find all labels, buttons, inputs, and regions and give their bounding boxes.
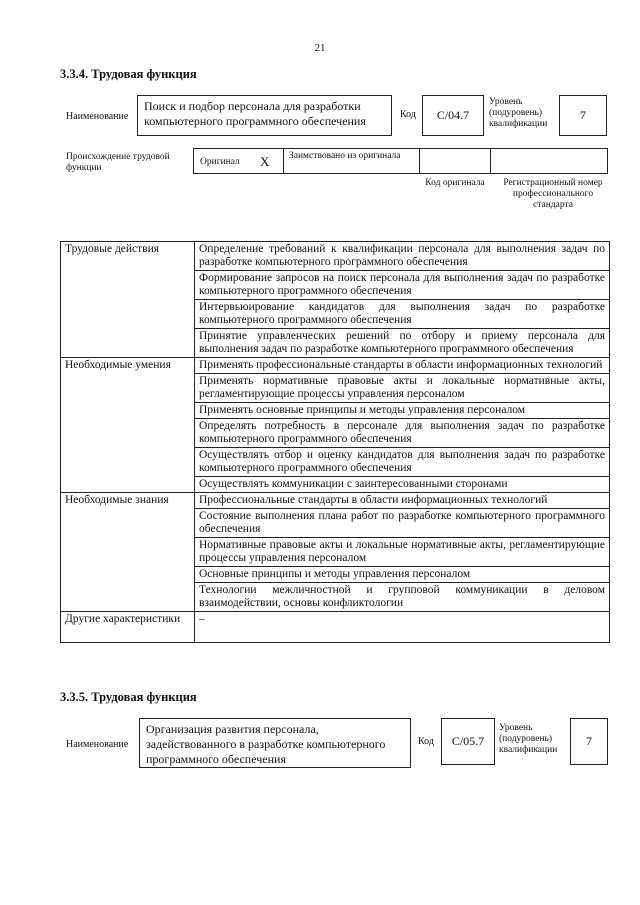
other-label: Другие характеристики	[61, 612, 195, 643]
labor-function-table	[60, 241, 610, 643]
table-row	[61, 612, 610, 643]
reg-number-caption: Регистрационный номер профессионального стандарта	[503, 178, 603, 210]
origin-label: Происхождение трудовой функции	[66, 152, 170, 173]
page-number: 21	[314, 42, 326, 54]
original-label: Оригинал	[200, 157, 240, 167]
knowledge-item: Основные принципы и методы управления персоналом	[195, 567, 610, 583]
level-label: Уровень (подуровень) квалификации	[489, 97, 548, 129]
code-label: Код	[400, 109, 416, 120]
knowledge-item: Профессиональные стандарты в области информационных технологий	[195, 493, 610, 509]
borrowed-label: Заимствовано из оригинала	[289, 151, 401, 161]
level-value-box: 7	[559, 95, 607, 136]
divider	[283, 149, 284, 173]
level-value-box: 7	[570, 718, 608, 765]
labor-action-item: Определение требований к квалификации персонала для выполнения задач по разработке компьютерного программного обеспечения	[195, 242, 610, 271]
labor-action-item: Интервьюирование кандидатов для выполнения задач по разработке компьютерного программного обеспечения	[195, 300, 610, 329]
name-label: Наименование	[66, 739, 129, 750]
divider	[419, 149, 420, 173]
skill-item: Применять профессиональные стандарты в области информационных технологий	[195, 358, 610, 374]
origin-row	[193, 148, 608, 174]
origin-code-caption: Код оригинала	[425, 178, 485, 188]
knowledge-item: Состояние выполнения плана работ по разработке компьютерного программного обеспечения	[195, 509, 610, 538]
skill-item: Применять основные принципы и методы управления персоналом	[195, 403, 610, 419]
divider	[490, 149, 491, 173]
labor-actions-label: Трудовые действия	[61, 242, 195, 358]
table-row	[61, 358, 610, 374]
section-335-title: 3.3.5. Трудовая функция	[60, 690, 197, 704]
code-label: Код	[418, 736, 434, 747]
original-mark: X	[260, 154, 270, 169]
section-334-title: 3.3.4. Трудовая функция	[60, 67, 197, 81]
knowledge-label: Необходимые знания	[61, 493, 195, 612]
other-value: –	[195, 612, 610, 643]
labor-action-item: Принятие управленческих решений по отбору и приему персонала для выполнения задач по разработке компьютерного программного обеспечения	[195, 329, 610, 358]
skill-item: Осуществлять коммуникации с заинтересованными сторонами	[195, 477, 610, 493]
table-row	[61, 242, 610, 271]
knowledge-item: Технологии межличностной и групповой коммуникации в деловом взаимодействии, основы конфликтологии	[195, 583, 610, 612]
level-label: Уровень (подуровень) квалификации	[499, 723, 558, 755]
skills-label: Необходимые умения	[61, 358, 195, 493]
function-code-box: C/04.7	[422, 95, 484, 136]
labor-action-item: Формирование запросов на поиск персонала для выполнения задач по разработке компьютерного программного обеспечения	[195, 271, 610, 300]
skill-item: Определять потребность в персонале для выполнения задач по разработке компьютерного программного обеспечения	[195, 419, 610, 448]
skill-item: Применять нормативные правовые акты и локальные нормативные акты, регламентирующие процессы управления персоналом	[195, 374, 610, 403]
function-name-box: Поиск и подбор персонала для разработки компьютерного программного обеспечения	[137, 95, 392, 136]
function-name-box: Организация развития персонала, задействованного в разработке компьютерного программного обеспечения	[139, 718, 411, 768]
name-label: Наименование	[66, 111, 129, 122]
knowledge-item: Нормативные правовые акты и локальные нормативные акты, регламентирующие процессы управления персоналом	[195, 538, 610, 567]
skill-item: Осуществлять отбор и оценку кандидатов для выполнения задач по разработке компьютерного программного обеспечения	[195, 448, 610, 477]
table-row	[61, 493, 610, 509]
function-code-box: C/05.7	[441, 718, 495, 765]
